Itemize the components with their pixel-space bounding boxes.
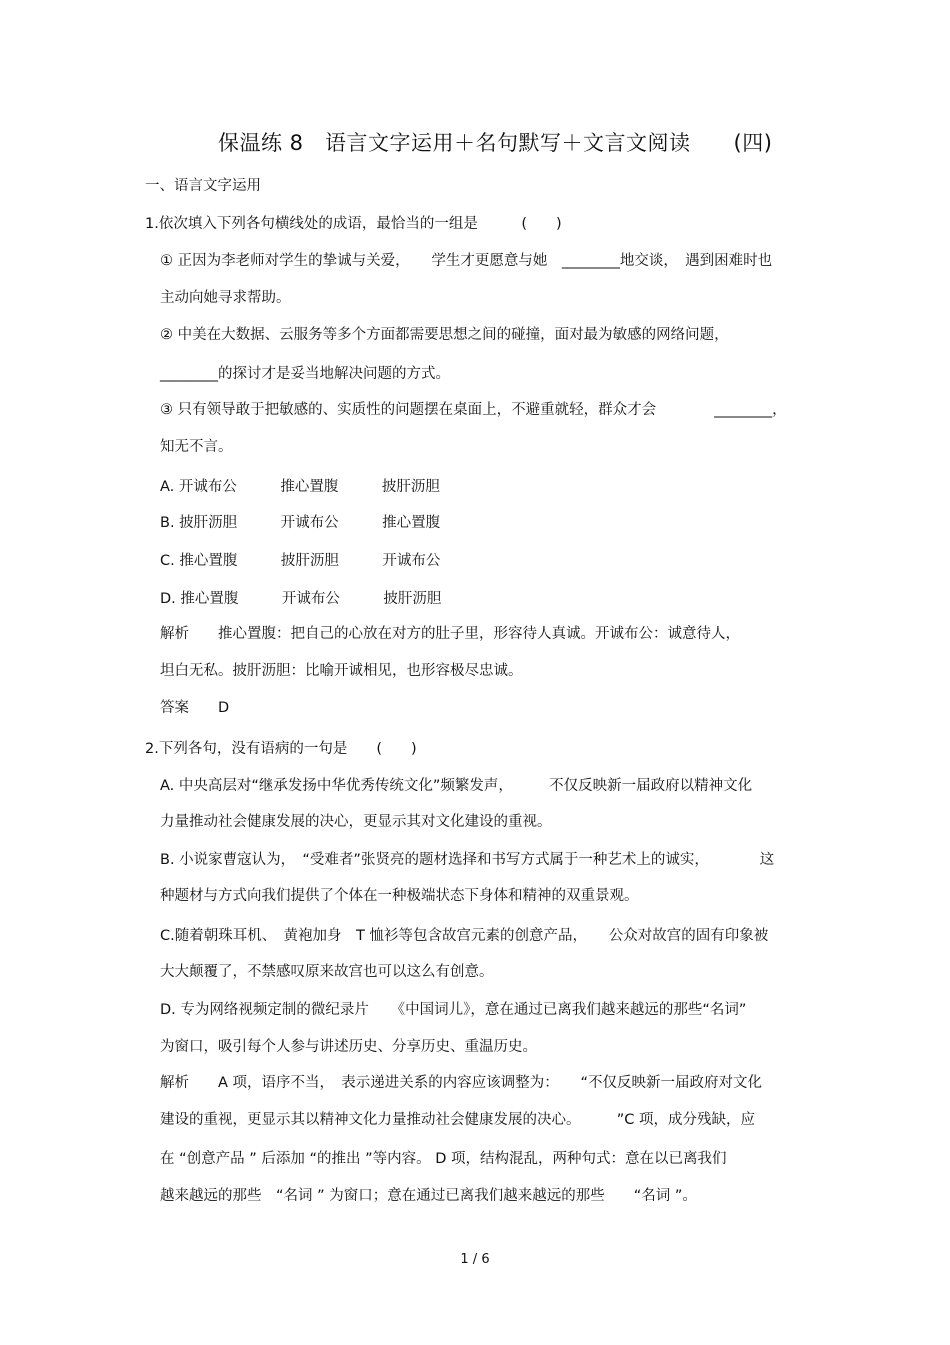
question-1-sentence-1-cont: 主动向她寻求帮助。: [160, 290, 291, 306]
question-1-explanation-cont: 坦白无私。披肝沥胆：比喻开诚相见，也形容极尽忠诚。: [160, 663, 523, 679]
question-2-explanation-line-2: 建设的重视，更显示其以精神文化力量推动社会健康发展的决心。 ”C 项，成分残缺，应: [160, 1112, 755, 1128]
page-title: 保温练 8 语言文字运用＋名句默写＋文言文阅读 (四): [218, 131, 773, 155]
question-1-sentence-2: ② 中美在大数据、云服务等多个方面都需要思想之间的碰撞，面对最为敏感的网络问题，: [160, 327, 729, 343]
question-1-option-d: D. 推心置腹 开诚布公 披肝沥胆: [160, 591, 442, 607]
section-heading: 一、语言文字运用: [145, 178, 261, 194]
question-2-option-a: A. 中央高层对“继承发扬中华优秀传统文化”频繁发声， 不仅反映新一届政府以精神文化: [160, 778, 753, 794]
question-2-option-c-cont: 大大颠覆了，不禁感叹原来故宫也可以这么有创意。: [160, 964, 494, 980]
page-number: 1 / 6: [460, 1252, 490, 1267]
question-1-stem: 1.依次填入下列各句横线处的成语，最恰当的一组是 ( ): [145, 216, 562, 232]
question-1-option-b: B. 披肝沥胆 开诚布公 推心置腹: [160, 515, 441, 531]
question-2-option-b-cont: 种题材与方式向我们提供了个体在一种极端状态下身体和精神的双重景观。: [160, 888, 639, 904]
question-2-option-c: C.随着朝珠耳机、 黄袍加身 T 恤衫等包含故宫元素的创意产品， 公众对故宫的固有印象被: [160, 928, 769, 944]
question-2-explanation-line-4: 越来越远的那些 “名词 ” 为窗口；意在通过已离我们越来越远的那些 “名词 ”。: [160, 1188, 697, 1204]
question-1-sentence-3-cont: 知无不言。: [160, 439, 233, 455]
question-1-option-a: A. 开诚布公 推心置腹 披肝沥胆: [160, 479, 440, 495]
question-1-sentence-3: ③ 只有领导敢于把敏感的、实质性的问题摆在桌面上，不避重就轻，群众才会 ________，: [160, 402, 787, 418]
question-1-explanation: 解析 推心置腹：把自己的心放在对方的肚子里，形容待人真诚。开诚布公：诚意待人，: [160, 626, 740, 642]
question-1-answer: 答案 D: [160, 700, 230, 716]
question-2-option-d-cont: 为窗口，吸引每个人参与讲述历史、分享历史、重温历史。: [160, 1039, 537, 1055]
question-2-stem: 2.下列各句，没有语病的一句是 ( ): [145, 741, 417, 757]
question-2-option-b: B. 小说家曹寇认为， “受难者”张贤亮的题材选择和书写方式属于一种艺术上的诚实， 这: [160, 852, 775, 868]
question-2-option-d: D. 专为网络视频定制的微纪录片 《中国词儿》，意在通过已离我们越来越远的那些“名词”: [160, 1002, 747, 1018]
question-1-sentence-1: ① 正因为李老师对学生的挚诚与关爱， 学生才更愿意与她 ________地交谈， 遇到困难时也: [160, 253, 773, 269]
question-1-option-c: C. 推心置腹 披肝沥胆 开诚布公: [160, 553, 441, 569]
question-2-option-a-cont: 力量推动社会健康发展的决心，更显示其对文化建设的重视。: [160, 814, 552, 830]
question-1-sentence-2-cont: ________的探讨才是妥当地解决问题的方式。: [160, 366, 450, 382]
question-2-explanation-line-3: 在 “创意产品 ” 后添加 “的推出 ”等内容。 D 项，结构混乱，两种句式：意在以已离我们: [160, 1151, 727, 1167]
question-2-explanation: 解析 A 项，语序不当， 表示递进关系的内容应该调整为： “不仅反映新一届政府对文化: [160, 1075, 763, 1091]
